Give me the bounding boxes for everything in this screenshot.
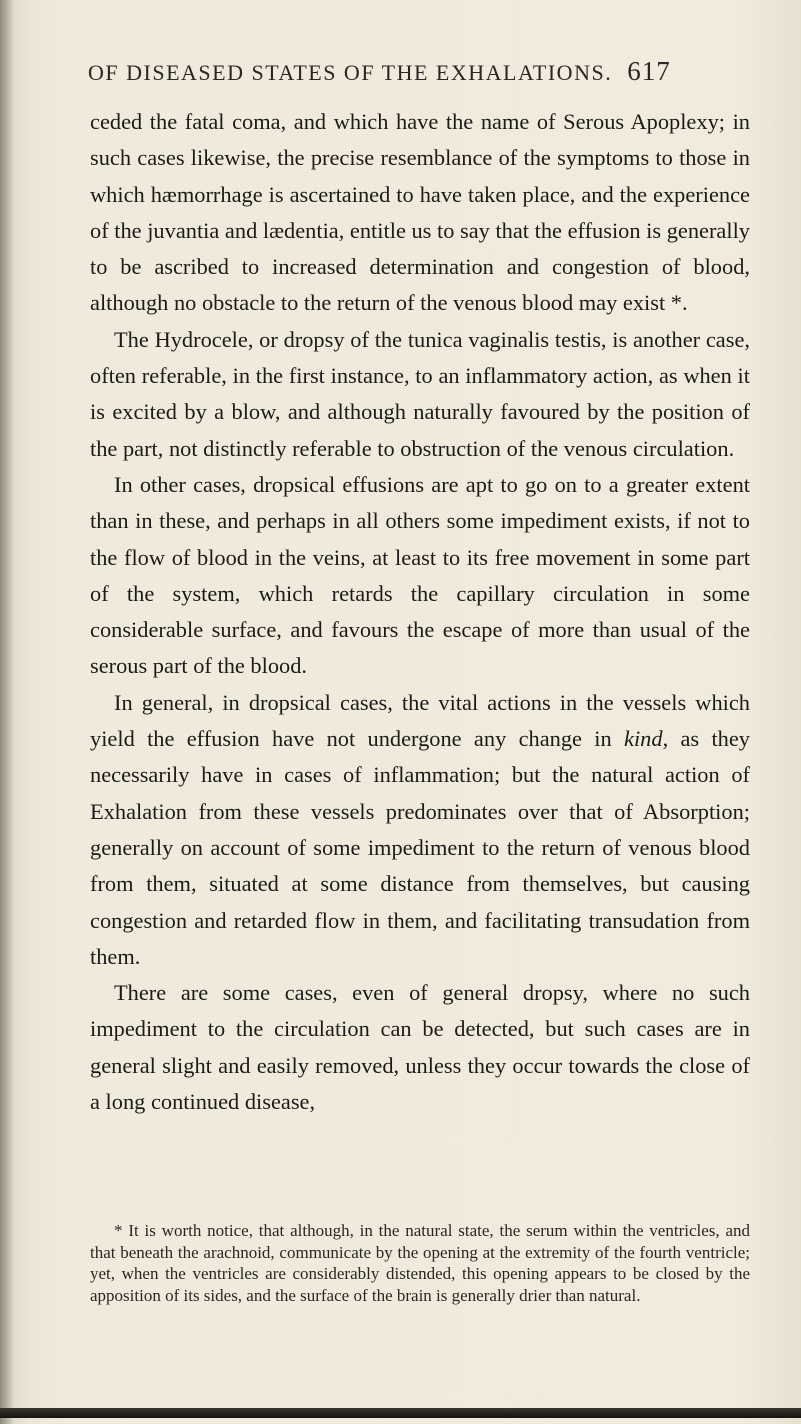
paragraph: The Hydrocele, or dropsy of the tunica vaginalis testis, is another case, often referable, in the first instance, to an inflammatory action, as when it is excited by a blow, and although naturally favoured by the position of the part, not distinctly referable to obstruction of the venous circulation.: [90, 326, 750, 461]
paragraph: [90, 685, 750, 975]
paragraph: ceded the fatal coma, and which have the name of Serous Apoplexy; in such cases likewise, the precise resemblance of the symptoms to those in which hæmorrhage is ascertained to have taken place, and the experience of the juvantia and lædentia, entitle us to say that the effusion is generally to be ascribed to increased determination and congestion of blood, although no obstacle to the return of the venous blood may exist *.: [90, 109, 750, 316]
running-head-title: OF DISEASED STATES OF THE EXHALATIONS.: [88, 60, 613, 85]
paragraph: There are some cases, even of general dropsy, where no such impediment to the circulation can be detected, but such cases are in general slight and easily removed, unless they occur towards the close of a long continued disease,: [90, 980, 750, 1115]
paragraph-text: In general, in dropsical cases, the vital actions in the vessels which yield the effusion have not undergone any change in: [90, 689, 750, 752]
body-text: [90, 104, 750, 1120]
page-number: 617: [627, 56, 671, 86]
emphasized-word: kind: [624, 726, 663, 752]
paragraph: In other cases, dropsical effusions are apt to go on to a greater extent than in these, and perhaps in all others some impediment exists, if not to the flow of blood in the veins, at least to its free movement in some part of the system, which retards the capillary circulation in some considerable surface, and favours the escape of more than usual of the serous part of the blood.: [90, 471, 750, 679]
paragraph-text: , as they necessarily have in cases of inflammation; but the natural action of Exhalation from these vessels predominates over that of Absorption; generally on account of some impediment to the return of venous blood from them, situated at some distance from themselves, but causing congestion and retarded flow in them, and facilitating transudation from them.: [90, 726, 750, 969]
gutter-shadow: [0, 0, 14, 1424]
running-head: [88, 56, 748, 87]
footnote: * It is worth notice, that although, in the natural state, the serum within the ventricles, and that beneath the arachnoid, communicate by the opening at the extremity of the fourth ventricle; yet, when the ventricles are considerably distended, this opening appears to be closed by the apposition of its sides, and the surface of the brain is generally drier than natural.: [90, 1221, 750, 1305]
page-bottom-edge: [0, 1408, 801, 1418]
